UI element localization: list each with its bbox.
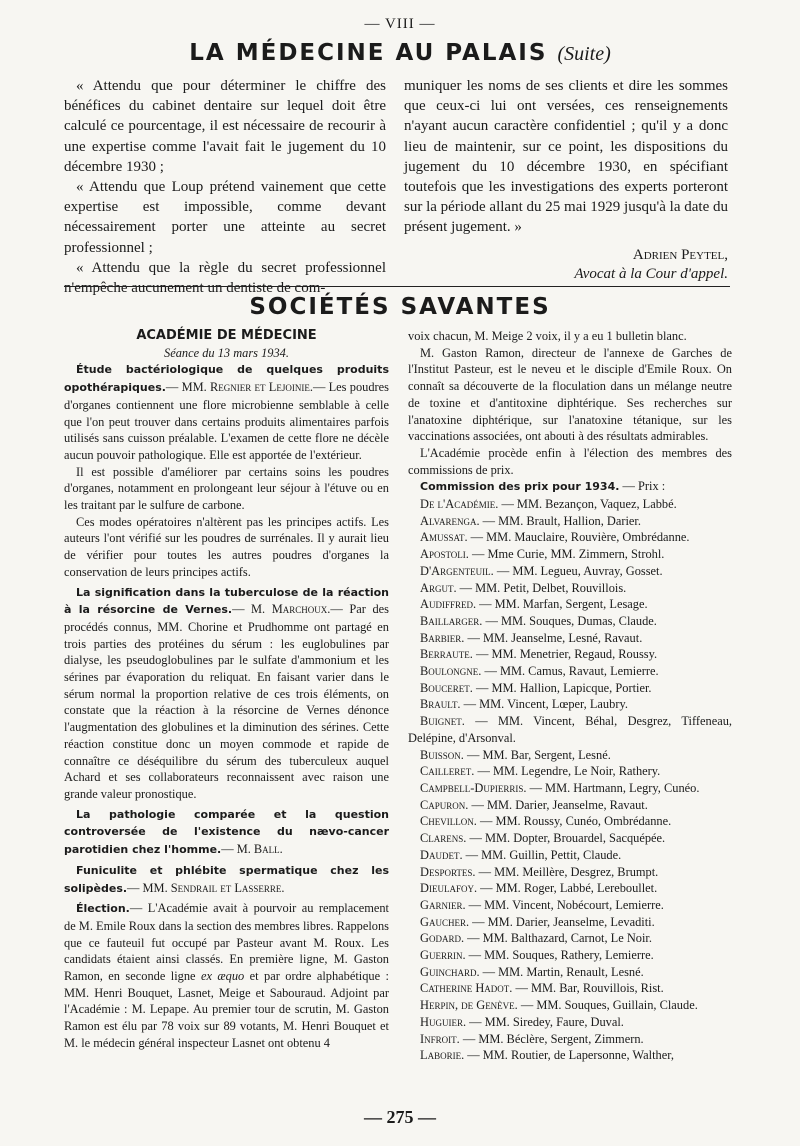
prize-members: — MM. Souques, Rathery, Lemierre. (468, 948, 654, 963)
prize-members: — MM. Martin, Renault, Lesné. (482, 964, 644, 979)
section-title-text: LA MÉDECINE AU PALAIS (189, 40, 548, 66)
list-item (408, 964, 732, 981)
paragraph: « Attendu que pour déterminer le chiffre des bénéfices du cabinet dentaire sur lequel doit être calculé ce pourcentage, il est nécessaire de recourir à une expertise comme l'avait fait le jugement du 10 décembre 1930 ; (64, 78, 386, 175)
societes-right-column (408, 328, 732, 1064)
prize-members: — MM. Vincent, Lœper, Laubry. (463, 697, 628, 712)
paragraph-title: Élection. (76, 902, 130, 916)
list-item (408, 680, 732, 697)
signature-role: Avocat à la Cour d'appel. (574, 265, 728, 282)
list-item (408, 630, 732, 647)
prize-name: Catherine Hadot. (420, 981, 513, 996)
signature-name: Adrien Peytel, (632, 246, 728, 263)
prize-members: — MM. Petit, Delbet, Rouvillois. (459, 580, 627, 595)
palais-right-column (404, 76, 728, 284)
list-item (408, 496, 732, 513)
paragraph-title: Étude bactériologique de quelques produits opothérapiques. (64, 363, 389, 395)
list-item (408, 1014, 732, 1031)
prize-members: — MM. Vincent, Nobécourt, Lemierre. (468, 897, 664, 912)
list-item (408, 880, 732, 897)
paragraph (64, 806, 389, 859)
signature (404, 246, 728, 284)
paragraph: Commission des prix pour 1934. — Prix : (420, 479, 666, 494)
prize-name: Capuron. (420, 797, 469, 812)
prize-name: Godard. (420, 931, 465, 946)
prize-members: — MM. Guillin, Pettit, Claude. (465, 847, 622, 862)
prize-list (408, 496, 732, 1064)
prize-name: Infroit. (420, 1031, 460, 1046)
societes-left-column (64, 328, 389, 1052)
prize-members: — MM. Marfan, Sergent, Lesage. (479, 597, 648, 612)
prize-members: — MM. Hartmann, Legry, Cunéo. (529, 780, 700, 795)
list-item (408, 864, 732, 881)
paragraph-authors: — M. Marchoux. (232, 602, 331, 617)
prize-members: — MM. Darier, Jeanselme, Levaditi. (472, 914, 655, 929)
list-item (408, 997, 732, 1014)
page-number: — 275 — (364, 1107, 436, 1127)
prize-name: Boulongne. (420, 664, 482, 679)
prize-name: Bouceret. (420, 680, 473, 695)
prize-name: Brault. (420, 697, 461, 712)
prize-members: — MM. Legendre, Le Noir, Rathery. (477, 764, 661, 779)
prize-name: Desportes. (420, 864, 476, 879)
prize-members: — MM. Legueu, Auvray, Gosset. (496, 563, 663, 578)
list-item (408, 1031, 732, 1048)
paragraph-title: La pathologie comparée et la question controversée de l'existence du nævo-cancer parotidien chez l'homme. (64, 807, 389, 857)
prize-name: Buisson. (420, 747, 464, 762)
prize-name: Amussat. (420, 530, 468, 545)
list-item (408, 529, 732, 546)
paragraph: Ces modes opératoires n'altèrent pas les principes actifs. Les auteurs l'ont vérifié sur les poudres de surrénales. Il y aurait lieu de vérifier pour toutes les autres poudres d'organes la conservation de leurs principes actifs. (64, 514, 389, 579)
list-item (408, 646, 732, 663)
paragraph-authors: — MM. Sendrail et Lasserre. (127, 880, 285, 895)
prize-name: Audiffred. (420, 597, 477, 612)
list-item (408, 663, 732, 680)
prize-members: — MM. Balthazard, Carnot, Le Noir. (467, 931, 652, 946)
prize-name: Buignet. (420, 714, 465, 729)
prize-name: De l'Académie. (420, 497, 499, 512)
prize-name: Clarens. (420, 831, 467, 846)
list-item (408, 596, 732, 613)
prize-members: — MM. Jeanselme, Lesné, Ravaut. (467, 630, 643, 645)
list-item (408, 1047, 732, 1064)
list-item (408, 563, 732, 580)
list-item (408, 930, 732, 947)
list-item (408, 797, 732, 814)
prize-members: — MM. Roger, Labbé, Lereboullet. (480, 881, 658, 896)
paragraph: muniquer les noms de ses clients et dire les sommes que ceux-ci lui ont versées, ces renseignements n'ayant aucun caractère confidentiel ; qu'il y a donc lieu de maintenir, sur ce point, les dispositions du jugement du 10 décembre 1930, en spécifiant toutefois que les investigations des experts porteront sur la période allant du 25 mai 1929 jusqu'à la date du présent jugement. » (404, 78, 728, 236)
list-item (408, 546, 732, 563)
prize-members: — MM. Souques, Guillain, Claude. (520, 998, 698, 1013)
prize-members: — MM. Brault, Hallion, Darier. (482, 513, 641, 528)
prize-members: — MM. Bar, Sergent, Lesné. (466, 747, 611, 762)
list-item (408, 830, 732, 847)
prize-name: Gaucher. (420, 914, 470, 929)
list-item (408, 813, 732, 830)
prize-members: — MM. Routier, de Lapersonne, Walther, (467, 1048, 674, 1063)
list-item (408, 696, 732, 713)
list-item (408, 980, 732, 997)
paragraph: « Attendu que Loup prétend vainement que cette expertise est impossible, comme devant nécessairement porter une atteinte au secret professionnel ; (64, 179, 386, 256)
paragraph-title: La signification dans la tuberculose de la réaction à la résorcine de Vernes. (64, 585, 389, 617)
prize-name: Daudet. (420, 847, 463, 862)
prize-members: — MM. Menetrier, Regaud, Roussy. (475, 647, 658, 662)
prize-members: — Mme Curie, MM. Zimmern, Strohl. (472, 547, 665, 562)
prize-name: Barbier. (420, 630, 465, 645)
prize-members: — MM. Mauclaire, Rouvière, Ombrédanne. (470, 530, 690, 545)
list-item (408, 580, 732, 597)
section-title-medecine-au-palais (0, 40, 800, 66)
running-head: — VIII — (364, 16, 436, 32)
paragraph-authors: — M. Ball. (221, 842, 283, 857)
prize-members: — MM. Souques, Dumas, Claude. (485, 613, 657, 628)
paragraph (64, 862, 389, 897)
paragraph: La signification dans la tuberculose de la réaction à la résorcine de Vernes.— M. Marchoux.— Par des procédés connus, MM. Chorine et Prudhomme ont partagé en trois parties des protéines du sérum : les euglobulines par dialyse, les pseudoglobulines par le sulfate d'ammonium et les sérines par évaporation du reliquat. En faisant varier dans le sérum normal la proportion relative de ces trois éléments, on constate que la réaction à la résorcine de Vernes dénonce l'augmentation des globulines et la diminution des sérines. Cette réaction constitue donc un moyen commode et rapide de connaître ce déséquilibre du sérum des tuberculeux auquel Achard et ses collaborateurs reconnaissent avec raison une grande valeur pronostique. (64, 585, 389, 801)
prize-name: D'Argenteuil. (420, 563, 494, 578)
list-item (408, 713, 732, 746)
section-divider (64, 286, 730, 287)
prize-name: Huguier. (420, 1014, 467, 1029)
prize-members: — MM. Bezançon, Vaquez, Labbé. (501, 497, 677, 512)
paragraph-title: Funiculite et phlébite spermatique chez les solipèdes. (64, 863, 389, 895)
paragraph: Étude bactériologique de quelques produits opothérapiques.— MM. Regnier et Lejoinie.— Les poudres d'organes contiennent une flore microbienne semblable à celle que l'on peut trouver dans certains produits alimentaires parfois utilisés sans cuisson préalable. L'examen de cette flore ne décèle aucun pouvoir pathologique. Elle est apportée de l'extérieur. (64, 363, 389, 462)
list-item (408, 613, 732, 630)
section-title-suffix: (Suite) (557, 43, 611, 65)
prize-members: — MM. Dopter, Brouardel, Sacquépée. (469, 831, 666, 846)
prize-members: — MM. Hallion, Lapicque, Portier. (475, 680, 652, 695)
list-item (408, 780, 732, 797)
commission-title: Commission des prix pour 1934. (420, 480, 620, 494)
prize-name: Laborie. (420, 1048, 465, 1063)
paragraph: L'Académie procède enfin à l'élection des membres des commissions de prix. (408, 445, 732, 477)
prize-members: — MM. Béclère, Sergent, Zimmern. (462, 1031, 644, 1046)
prize-members: — MM. Roussy, Cunéo, Ombrédanne. (479, 814, 672, 829)
paragraph: Élection.— L'Académie avait à pourvoir au remplacement de M. Emile Roux dans la section des membres libres. Rappelons que ce fauteuil fut occupé par Pasteur avant M. Roux. Les candidats étaient ainsi classés. En première ligne, M. Gaston Ramon, en seconde ligne ex æquo et par ordre alphabétique : MM. Henri Bouquet, Lasnet, Meige et Sabouraud. Adjoint par l'Académie : M. Lepape. Au premier tour de scrutin, M. Gaston Ramon est élu par 78 voix sur 89 votants, M. Henri Bouquet et M. le médecin général inspecteur Lasnet ont obtenu 4 (64, 901, 389, 1050)
list-item (408, 513, 732, 530)
list-item (408, 897, 732, 914)
prize-members: — MM. Bar, Rouvillois, Rist. (515, 981, 664, 996)
list-item (408, 747, 732, 764)
prize-members: — MM. Camus, Ravaut, Lemierre. (484, 664, 659, 679)
prize-name: Guinchard. (420, 964, 480, 979)
prize-name: Apostoli. (420, 547, 469, 562)
paragraph: « Attendu que la règle du secret professionnel n'empêche aucunement un dentiste de com- (64, 259, 386, 297)
prize-members: — MM. Darier, Jeanselme, Ravaut. (471, 797, 648, 812)
paragraph: M. Gaston Ramon, directeur de l'annexe de Garches de l'Institut Pasteur, est le neveu et le disciple d'Emile Roux. On connaît sa découverte de la floculation dans un mélange neutre de toxine et d'antitoxine diphtérique. Ses recherches sur l'anatoxine diphtérique, sur l'anatoxine tétanique, sur les vaccinations associées, ont abouti à des résultats admirables. (408, 345, 732, 444)
paragraph: Il est possible d'améliorer par certains soins les poudres d'organes, notamment en prolongeant leur séjour à l'étuve ou en les traitant par le sulfure de carbone. (64, 464, 389, 513)
list-item (408, 763, 732, 780)
list-item (408, 947, 732, 964)
prize-members: — MM. Meillère, Desgrez, Brumpt. (478, 864, 659, 879)
session-date: Séance du 13 mars 1934. (164, 345, 289, 360)
prize-name: Campbell-Dupierris. (420, 780, 527, 795)
prize-name: Alvarenga. (420, 513, 480, 528)
prize-members: — MM. Vincent, Béhal, Desgrez, Tiffeneau, Delépine, d'Arsonval. (408, 714, 732, 745)
prize-name: Herpin, de Genève. (420, 998, 518, 1013)
paragraph-authors: — MM. Regnier et Lejoinie. (165, 380, 313, 395)
prize-name: Dieulafoy. (420, 881, 478, 896)
prize-name: Berraute. (420, 647, 473, 662)
paragraph: voix chacun, M. Meige 2 voix, il y a eu 1 bulletin blanc. (408, 329, 687, 343)
prize-name: Chevillon. (420, 814, 477, 829)
list-item (408, 847, 732, 864)
academy-heading: ACADÉMIE DE MÉDECINE (136, 328, 317, 343)
prize-name: Baillarger. (420, 613, 483, 628)
prize-name: Cailleret. (420, 764, 475, 779)
prize-name: Argut. (420, 580, 457, 595)
section-title-societes-savantes: SOCIÉTÉS SAVANTES (249, 294, 551, 320)
prize-name: Garnier. (420, 897, 466, 912)
prize-members: — MM. Siredey, Faure, Duval. (469, 1014, 624, 1029)
prize-name: Guerrin. (420, 948, 466, 963)
palais-left-column (64, 76, 386, 298)
list-item (408, 914, 732, 931)
